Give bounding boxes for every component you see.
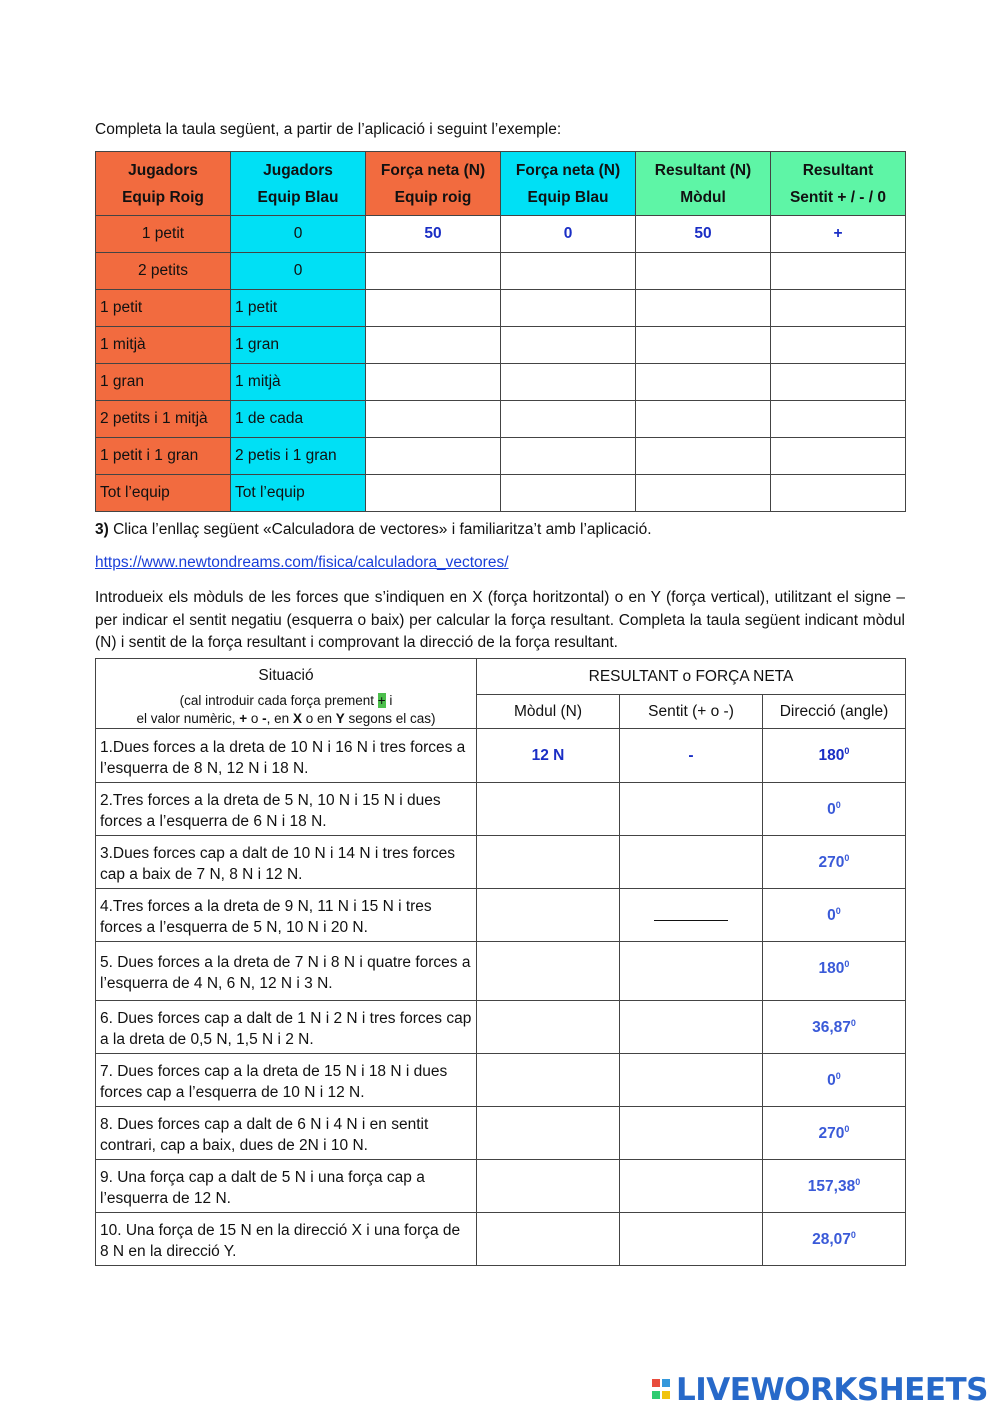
modul-answer-cell[interactable] <box>477 836 620 889</box>
table-row <box>96 364 906 401</box>
sentit-header: Sentit (+ o -) <box>620 695 763 729</box>
section-3-text: Clica l’enllaç següent «Calculadora de vectores» i familiaritza’t amb l’aplicació. <box>108 521 652 538</box>
answer-cell[interactable] <box>501 401 636 438</box>
table-row <box>96 783 906 836</box>
modul-answer-cell[interactable] <box>477 783 620 836</box>
answer-cell[interactable]: + <box>771 216 906 253</box>
section-3-instruction <box>95 521 652 539</box>
direccio-cell: $180^0$ <box>763 942 906 1001</box>
sentit-answer-cell[interactable] <box>620 1213 763 1266</box>
answer-cell[interactable] <box>771 327 906 364</box>
direccio-cell: $270^0$ <box>763 1107 906 1160</box>
situacio-cell: 1.Dues forces a la dreta de 10 N i 16 N i tres forces a l’esquerra de 8 N, 12 N i 18 N. <box>96 729 477 783</box>
modul-answer-cell[interactable] <box>477 889 620 942</box>
situacio-cell: 6. Dues forces cap a dalt de 1 N i 2 N i tres forces cap a la dreta de 0,5 N, 1,5 N i 2 N. <box>96 1001 477 1054</box>
modul-answer-cell[interactable]: 12 N <box>477 729 620 783</box>
direccio-cell: $270^0$ <box>763 836 906 889</box>
table-cell: 1 gran <box>96 364 231 401</box>
direccio-header: Direcció (angle) <box>763 695 906 729</box>
table-row <box>96 1160 906 1213</box>
table-cell: 1 mitjà <box>96 327 231 364</box>
forces-table-header-row <box>96 152 906 216</box>
blank-line <box>654 904 728 921</box>
table-cell: 1 petit <box>96 216 231 253</box>
sentit-answer-cell[interactable] <box>620 1160 763 1213</box>
modul-answer-cell[interactable] <box>477 1107 620 1160</box>
liveworksheets-logo-icon <box>652 1377 672 1403</box>
table-cell: 2 petits <box>96 253 231 290</box>
resultant-table <box>95 658 906 1266</box>
table-row <box>96 401 906 438</box>
answer-cell[interactable] <box>366 253 501 290</box>
modul-answer-cell[interactable] <box>477 942 620 1001</box>
table-cell: Tot l’equip <box>96 475 231 512</box>
answer-cell[interactable] <box>366 364 501 401</box>
answer-cell[interactable] <box>636 475 771 512</box>
forces-table-header-cell: Força neta (N) Equip roig <box>366 152 501 216</box>
answer-cell[interactable] <box>636 364 771 401</box>
direccio-cell: 28,07$^0$ <box>763 1213 906 1266</box>
answer-cell[interactable] <box>501 290 636 327</box>
answer-cell[interactable] <box>501 475 636 512</box>
situacio-cell: 10. Una força de 15 N en la direcció X i una força de 8 N en la direcció Y. <box>96 1213 477 1266</box>
sentit-answer-cell[interactable] <box>620 1054 763 1107</box>
answer-cell[interactable]: 0 <box>501 216 636 253</box>
answer-cell[interactable] <box>771 401 906 438</box>
situacio-title: Situació <box>258 666 314 684</box>
answer-cell[interactable] <box>636 327 771 364</box>
modul-answer-cell[interactable] <box>477 1160 620 1213</box>
table-cell: 1 petit <box>96 290 231 327</box>
answer-cell[interactable] <box>636 290 771 327</box>
table-row <box>96 942 906 1001</box>
answer-cell[interactable]: 50 <box>366 216 501 253</box>
table-row <box>96 216 906 253</box>
forces-table-header-cell: Resultant (N) Mòdul <box>636 152 771 216</box>
table-row <box>96 1107 906 1160</box>
answer-cell[interactable] <box>636 438 771 475</box>
table-row <box>96 475 906 512</box>
table-row <box>96 438 906 475</box>
liveworksheets-logo-text: LIVEWORKSHEETS <box>676 1372 988 1408</box>
sentit-answer-cell[interactable] <box>620 836 763 889</box>
table-cell: 1 petit <box>231 290 366 327</box>
table-cell: 0 <box>231 253 366 290</box>
answer-cell[interactable] <box>771 475 906 512</box>
answer-cell[interactable]: 50 <box>636 216 771 253</box>
situacio-cell: 9. Una força cap a dalt de 5 N i una força cap a l’esquerra de 12 N. <box>96 1160 477 1213</box>
situacio-cell: 5. Dues forces a la dreta de 7 N i 8 N i quatre forces a l’esquerra de 4 N, 6 N, 12 N i 3 N. <box>96 942 477 1001</box>
situacio-cell: 8. Dues forces cap a dalt de 6 N i 4 N i en sentit contrari, cap a baix, dues de 2N i 10 N. <box>96 1107 477 1160</box>
intro-text: Completa la taula següent, a partir de l’aplicació i seguint l’exemple: <box>95 121 562 138</box>
direccio-cell: $180^0$ <box>763 729 906 783</box>
section-number: 3) <box>95 521 109 538</box>
direccio-cell: $0^0$ <box>763 1054 906 1107</box>
table-cell: 1 mitjà <box>231 364 366 401</box>
table-cell: 2 petis i 1 gran <box>231 438 366 475</box>
answer-cell[interactable] <box>636 253 771 290</box>
answer-cell[interactable] <box>771 253 906 290</box>
situacio-cell: 4.Tres forces a la dreta de 9 N, 11 N i 15 N i tres forces a l’esquerra de 5 N, 10 N i 20 N. <box>96 889 477 942</box>
direccio-cell: 157,38$^0$ <box>763 1160 906 1213</box>
forces-table-header-cell: Resultant Sentit + / - / 0 <box>771 152 906 216</box>
sentit-answer-cell[interactable] <box>620 1001 763 1054</box>
situacio-cell: 7. Dues forces cap a la dreta de 15 N i 18 N i dues forces cap a l’esquerra de 10 N i 12 N. <box>96 1054 477 1107</box>
forces-table-header-cell: Jugadors Equip Blau <box>231 152 366 216</box>
answer-cell[interactable] <box>501 364 636 401</box>
modul-answer-cell[interactable] <box>477 1213 620 1266</box>
table-cell: Tot l’equip <box>231 475 366 512</box>
table-cell: 1 de cada <box>231 401 366 438</box>
table-cell: 1 gran <box>231 327 366 364</box>
table-row <box>96 1001 906 1054</box>
answer-cell[interactable] <box>366 290 501 327</box>
answer-cell[interactable] <box>771 364 906 401</box>
sentit-answer-cell[interactable] <box>620 942 763 1001</box>
sentit-answer-cell[interactable] <box>620 783 763 836</box>
modul-answer-cell[interactable] <box>477 1001 620 1054</box>
table-row <box>96 327 906 364</box>
answer-cell[interactable] <box>636 401 771 438</box>
table-row <box>96 836 906 889</box>
instructions-paragraph: Introdueix els mòduls de les forces que s’indiquen en X (força horitzontal) o en Y (força vertical), utilitzant el signe – per indicar el sentit negatiu (esquerra o baix) per calcular la força resultant. Completa la taula següent indicant mòdul (N) i sentit de la força resultant i comprovant la direcció de la força resultant. <box>95 589 905 651</box>
table-row <box>96 1213 906 1266</box>
answer-cell[interactable] <box>501 327 636 364</box>
answer-cell[interactable] <box>771 290 906 327</box>
answer-cell[interactable] <box>501 253 636 290</box>
situacio-cell: 2.Tres forces a la dreta de 5 N, 10 N i 15 N i dues forces a l’esquerra de 6 N i 18 N. <box>96 783 477 836</box>
modul-answer-cell[interactable] <box>477 1054 620 1107</box>
answer-cell[interactable] <box>366 401 501 438</box>
modul-header: Mòdul (N) <box>477 695 620 729</box>
situacio-note: (cal introduir cada força prement + i el valor numèric, + o -, en X o en Y segons el cas) <box>136 692 436 726</box>
liveworksheets-logo <box>652 1372 988 1408</box>
forces-table <box>95 151 906 512</box>
table-row <box>96 729 906 783</box>
table-row <box>96 889 906 942</box>
table-row <box>96 1054 906 1107</box>
table-cell: 2 petits i 1 mitjà <box>96 401 231 438</box>
direccio-cell: 36,87$^0$ <box>763 1001 906 1054</box>
sentit-answer-cell[interactable]: - <box>620 729 763 783</box>
calculator-link[interactable]: https://www.newtondreams.com/fisica/calculadora_vectores/ <box>95 554 509 571</box>
table-row <box>96 290 906 327</box>
sentit-answer-cell[interactable] <box>620 889 763 942</box>
situacio-header <box>96 659 477 729</box>
answer-cell[interactable] <box>366 327 501 364</box>
sentit-answer-cell[interactable] <box>620 1107 763 1160</box>
forces-table-header-cell: Força neta (N) Equip Blau <box>501 152 636 216</box>
direccio-cell: $0^0$ <box>763 783 906 836</box>
answer-cell[interactable] <box>366 438 501 475</box>
table-row <box>96 253 906 290</box>
resultant-header: RESULTANT o FORÇA NETA <box>477 659 906 695</box>
answer-cell[interactable] <box>366 475 501 512</box>
situacio-cell: 3.Dues forces cap a dalt de 10 N i 14 N i tres forces cap a baix de 7 N, 8 N i 12 N. <box>96 836 477 889</box>
direccio-cell: $0^0$ <box>763 889 906 942</box>
table-cell: 1 petit i 1 gran <box>96 438 231 475</box>
answer-cell[interactable] <box>771 438 906 475</box>
forces-table-header-cell: Jugadors Equip Roig <box>96 152 231 216</box>
answer-cell[interactable] <box>501 438 636 475</box>
table-cell: 0 <box>231 216 366 253</box>
